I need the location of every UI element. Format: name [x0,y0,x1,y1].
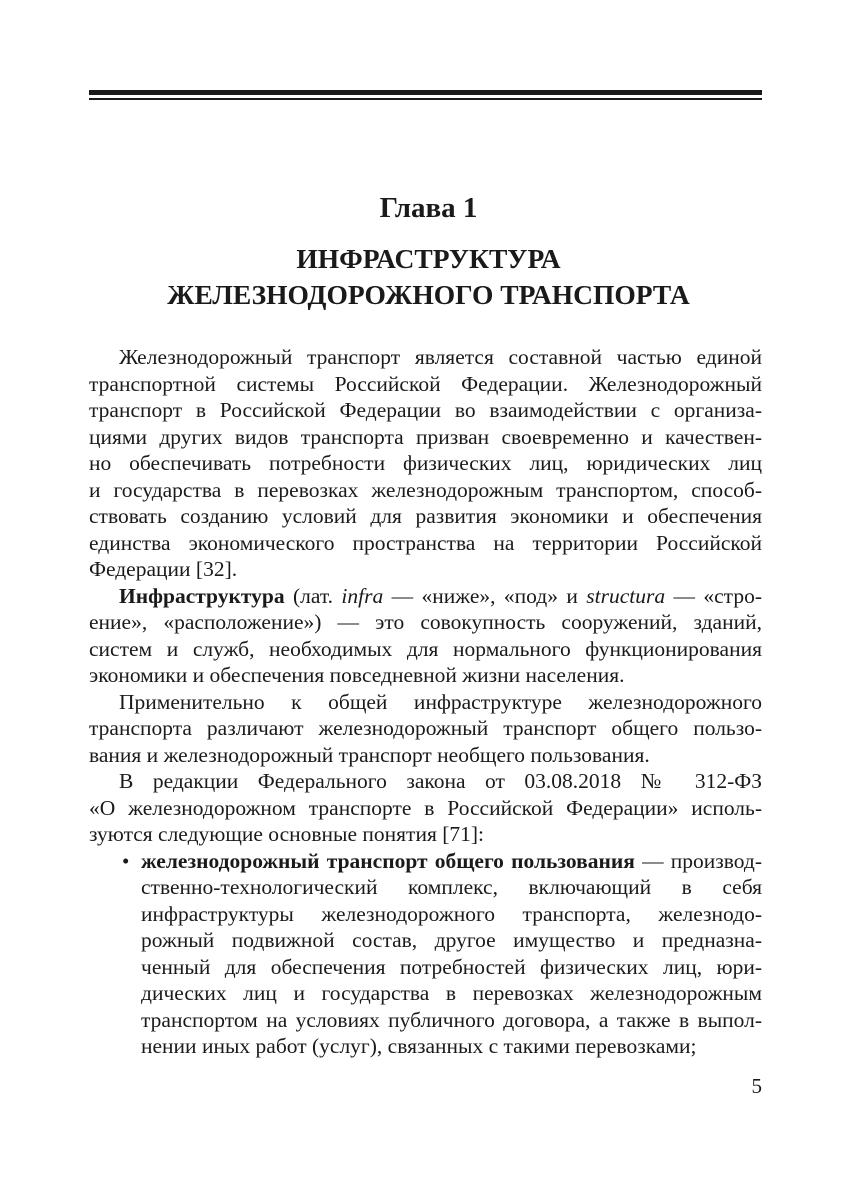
text-line: но обеспечивать потребности физических лиц, юридических лиц [89,451,762,475]
text-line: ственно-технологический комплекс, включающий в себя [141,875,762,899]
text-line: единства экономического пространства на территории Российской [89,530,762,555]
chapter-title-line: ЖЕЛЕЗНОДОРОЖНОГО ТРАНСПОРТА [167,279,690,310]
text-line: Применительно к общей инфраструктуре железнодорожного [119,689,762,714]
body-text [89,344,762,1060]
text-line: транспорта различают железнодорожный транспорт общего пользо- [89,716,762,740]
text-line: дических лиц и государства в перевозках железнодорожным [141,981,762,1005]
term-bold: Инфраструктура [119,583,285,608]
page-number: 5 [751,1074,762,1098]
chapter-heading: Глава 1 [379,192,478,224]
text-line: нении иных работ (услуг), связанных с такими перевозками; [141,1034,697,1058]
text-line: циями других видов транспорта призван своевременно и качествен- [89,424,762,449]
header-rule-thin [89,98,762,100]
bullet-marker: • [122,848,130,873]
text-line: транспорт в Российской Федерации во взаимодействии с организа- [89,398,762,422]
text-fragment: — «ниже», «под» и [383,583,587,608]
text-line: Железнодорожный транспорт является составной частью единой [119,345,762,369]
paragraph [89,768,762,848]
text-line: ение», «расположение») — это совокупность сооружений, зданий, [89,610,762,634]
text-line: инфраструктуры железнодорожного транспорта, железнодо- [141,901,762,926]
paragraph [89,344,762,583]
text-line: транспортной системы Российской Федерации. Железнодорожный [89,371,762,396]
text-line: систем и служб, необходимых для нормального функционирования [89,636,762,661]
text-line: и государства в перевозках железнодорожным транспортом, способ- [89,477,762,502]
text-line [89,583,762,610]
text-line: экономики и обеспечения повседневной жизни населения. [89,663,625,687]
text-line: вания и железнодорожный транспорт необщего пользования. [89,742,650,767]
list-item [89,848,762,1060]
header-rule-thick [89,90,762,95]
text-line: Федерации [32]. [89,557,238,581]
text-line: рожный подвижной состав, другое имущество и предназна- [141,928,762,952]
text-line: В редакции Федерального закона от 03.08.2018 № 312-ФЗ [119,769,762,793]
paragraph [89,689,762,769]
text-fragment: — производ- [634,848,762,873]
text-line: ченный для обеспечения потребностей физических лиц, юри- [141,954,762,979]
text-fragment: (лат. [284,583,342,608]
chapter-title-line: ИНФРАСТРУКТУРА [296,243,561,274]
chapter-title [0,241,857,313]
text-line [89,848,762,875]
text-fragment: — «стро- [665,583,762,608]
term-bold: железнодорожный транспорт общего пользования [141,848,635,873]
term-italic: infra [341,583,384,608]
text-line: ствовать созданию условий для развития экономики и обеспечения [89,504,762,528]
paragraph [89,583,762,689]
text-line: транспортом на условиях публичного договора, а также в выпол- [141,1007,762,1032]
text-line: зуются следующие основные понятия [71]: [89,822,485,846]
text-line: «О железнодорожном транспорте в Российской Федерации» исполь- [89,795,762,820]
term-italic: structura [586,583,666,608]
